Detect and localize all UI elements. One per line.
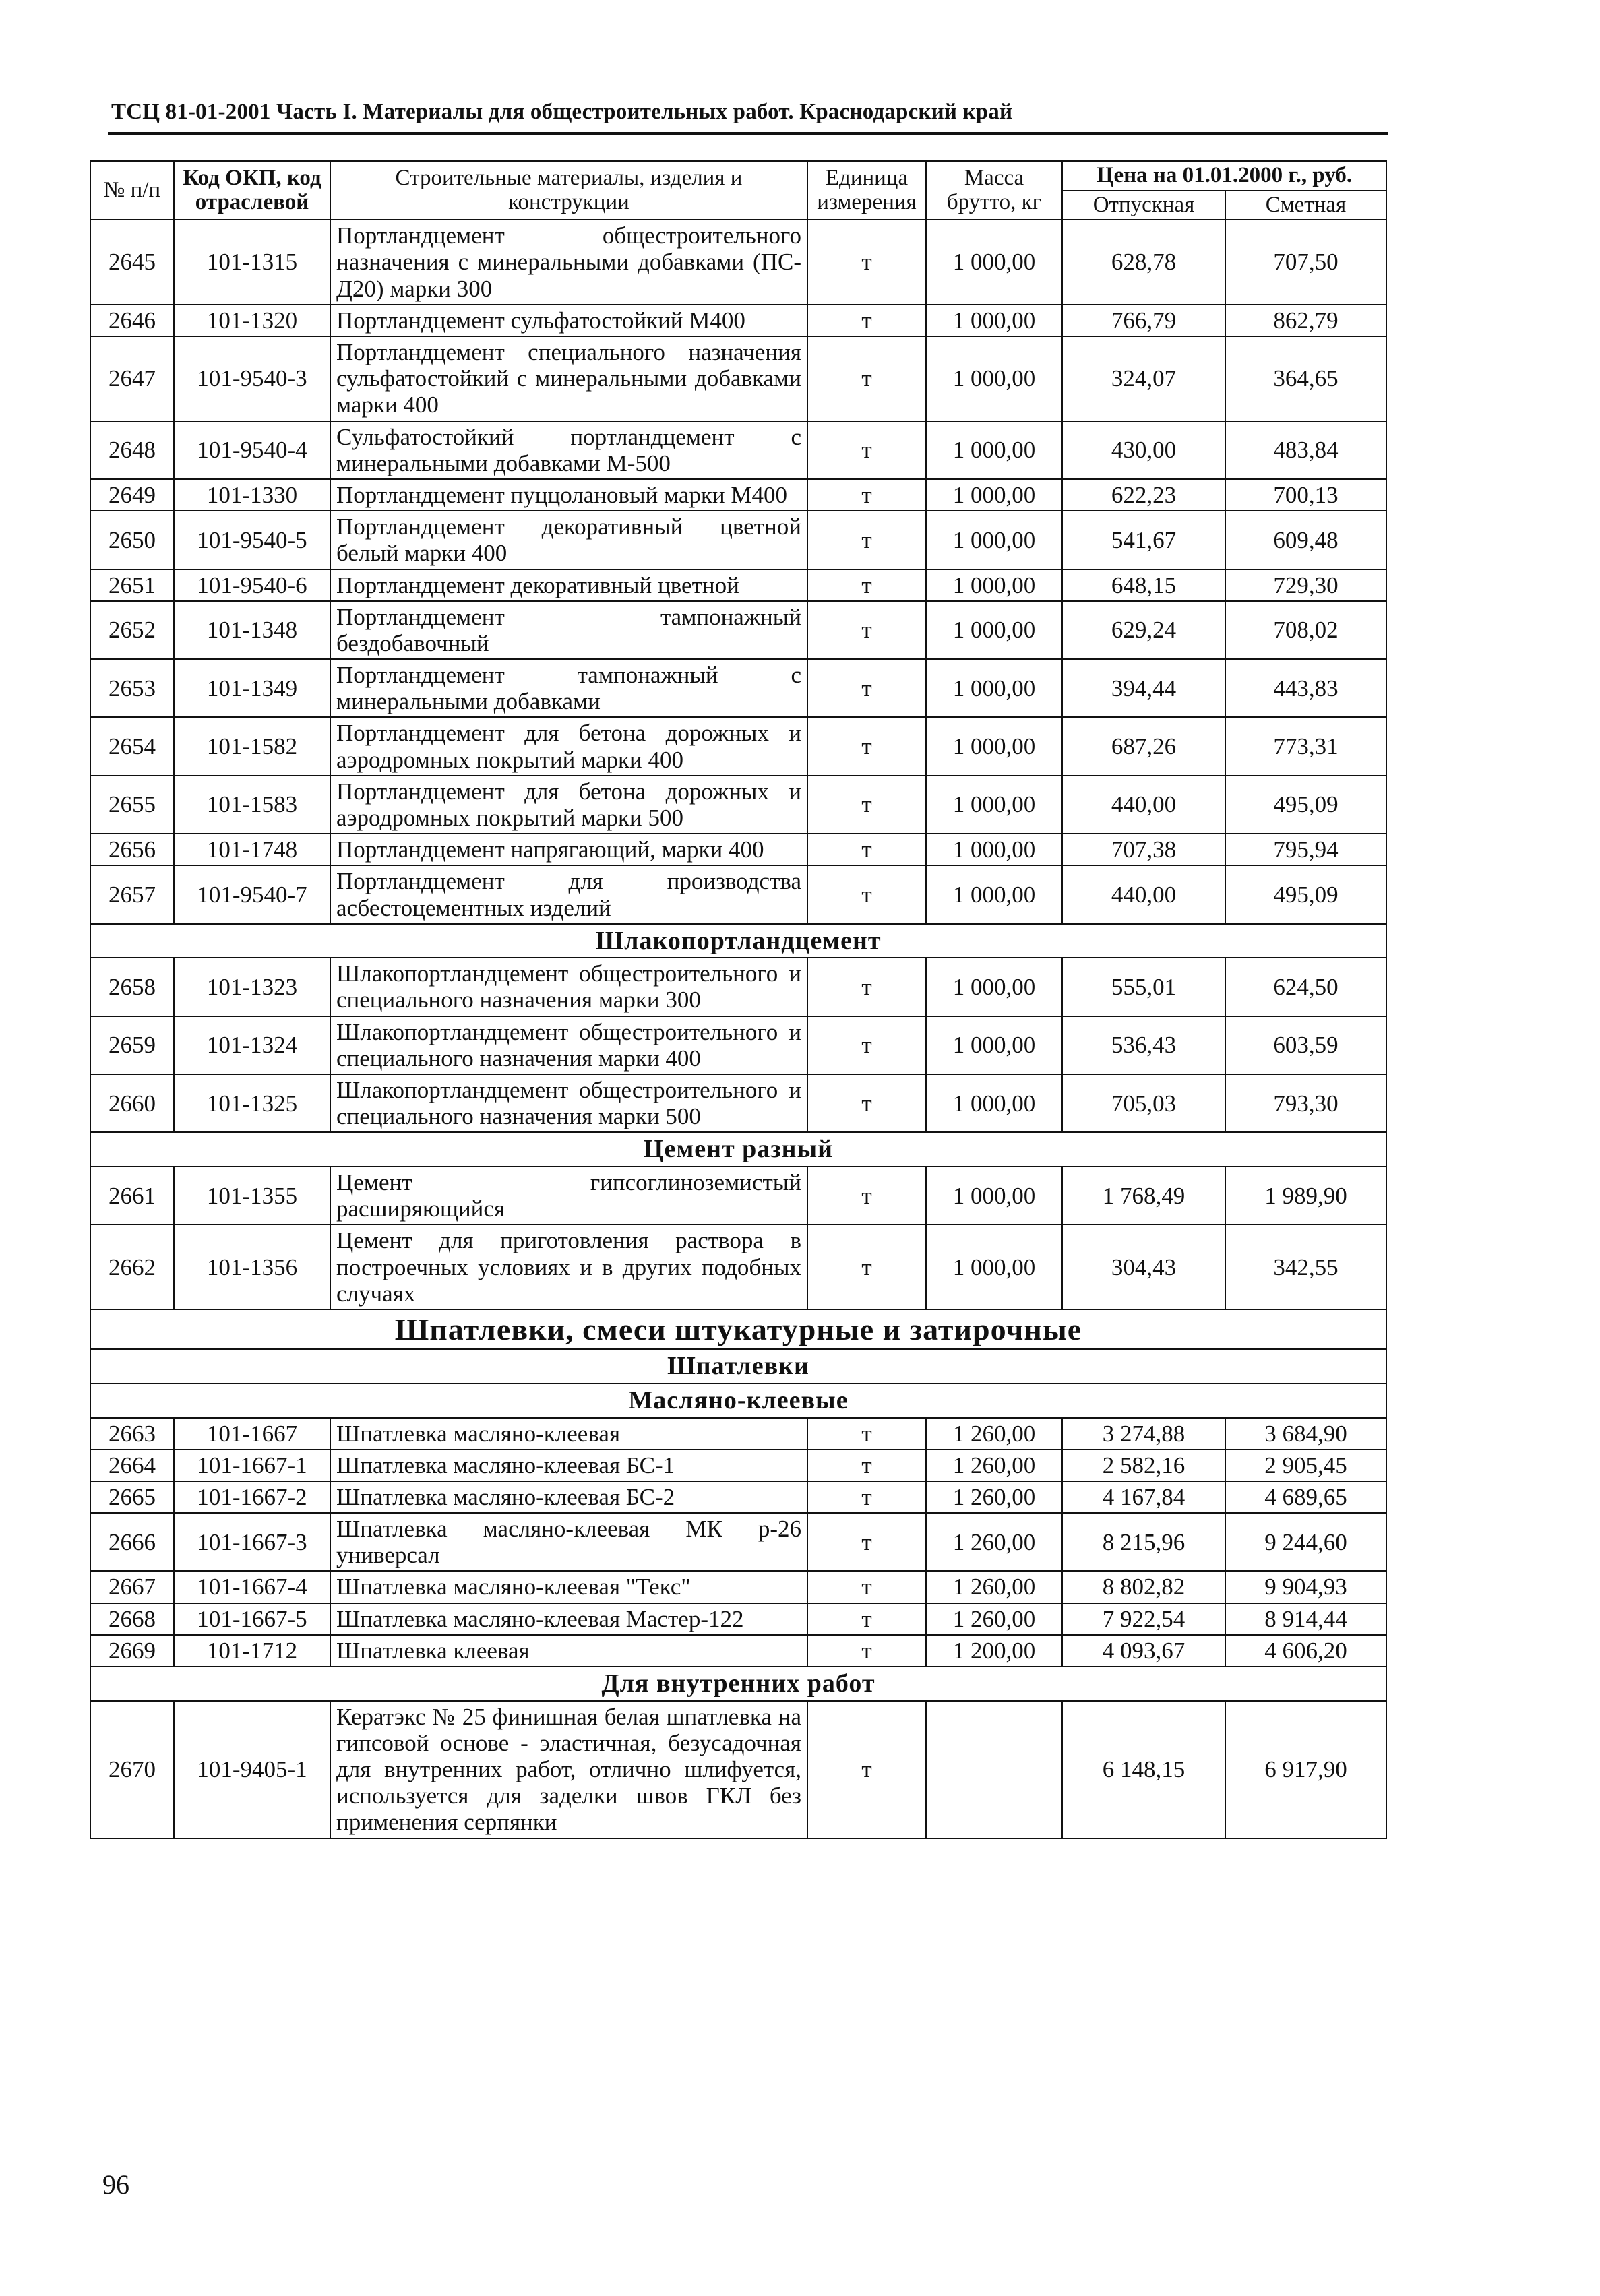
cell-name: Шлакопортландцемент общестроительного и специального назначения марки 300 [330, 958, 807, 1016]
cell-unit: т [807, 1571, 926, 1603]
cell-price-release: 1 768,49 [1062, 1167, 1225, 1224]
table-row [90, 1418, 1386, 1450]
cell-name: Портландцемент общестроительного назначения с минеральными добавками (ПС-Д20) марки 300 [330, 220, 807, 305]
cell-code: 101-1583 [174, 776, 330, 834]
cell-num: 2660 [90, 1074, 174, 1132]
cell-num: 2651 [90, 569, 174, 601]
cell-unit: т [807, 1450, 926, 1481]
cell-num: 2658 [90, 958, 174, 1016]
cell-price-estimate: 495,09 [1225, 776, 1386, 834]
cell-name: Портландцемент декоративный цветной белый марки 400 [330, 511, 807, 569]
table-body-slag [90, 958, 1386, 1132]
cell-name: Шпатлевка масляно-клеевая БС-1 [330, 1450, 807, 1481]
cell-code: 101-9405-1 [174, 1701, 330, 1838]
table-header-row [90, 161, 1386, 191]
cell-mass: 1 000,00 [926, 1016, 1062, 1074]
cell-price-release: 687,26 [1062, 717, 1225, 775]
cell-code: 101-9540-6 [174, 569, 330, 601]
cell-mass: 1 000,00 [926, 1167, 1062, 1224]
table-row [90, 1450, 1386, 1481]
table-row [90, 1074, 1386, 1132]
cell-price-estimate: 2 905,45 [1225, 1450, 1386, 1481]
cell-price-estimate: 9 904,93 [1225, 1571, 1386, 1603]
table-row [90, 220, 1386, 305]
cell-price-estimate: 4 689,65 [1225, 1481, 1386, 1513]
cell-price-estimate: 624,50 [1225, 958, 1386, 1016]
cell-num: 2665 [90, 1481, 174, 1513]
cell-mass: 1 200,00 [926, 1635, 1062, 1667]
cell-price-release: 440,00 [1062, 865, 1225, 923]
cell-num: 2661 [90, 1167, 174, 1224]
table-row [90, 569, 1386, 601]
cell-price-estimate: 795,94 [1225, 834, 1386, 865]
cell-unit: т [807, 865, 926, 923]
cell-price-estimate: 8 914,44 [1225, 1603, 1386, 1635]
table-row [90, 305, 1386, 336]
cell-mass: 1 000,00 [926, 1074, 1062, 1132]
cell-unit: т [807, 1074, 926, 1132]
cell-mass: 1 000,00 [926, 601, 1062, 659]
cell-price-release: 6 148,15 [1062, 1701, 1225, 1838]
cell-name: Портландцемент сульфатостойкий М400 [330, 305, 807, 336]
cell-code: 101-1667-3 [174, 1513, 330, 1571]
cell-code: 101-1315 [174, 220, 330, 305]
cell-code: 101-1667 [174, 1418, 330, 1450]
cell-price-release: 4 093,67 [1062, 1635, 1225, 1667]
cell-num: 2670 [90, 1701, 174, 1838]
cell-price-release: 629,24 [1062, 601, 1225, 659]
cell-num: 2650 [90, 511, 174, 569]
cell-mass: 1 000,00 [926, 865, 1062, 923]
cell-price-release: 324,07 [1062, 336, 1225, 421]
cell-name: Шпатлевка масляно-клеевая Мастер-122 [330, 1603, 807, 1635]
cell-code: 101-1323 [174, 958, 330, 1016]
table-row [90, 336, 1386, 421]
cell-code: 101-1667-4 [174, 1571, 330, 1603]
cell-code: 101-9540-7 [174, 865, 330, 923]
cell-name: Портландцемент напрягающий, марки 400 [330, 834, 807, 865]
col-header-price-group: Цена на 01.01.2000 г., руб. [1062, 161, 1386, 191]
table-row [90, 1701, 1386, 1838]
cell-code: 101-1748 [174, 834, 330, 865]
cell-num: 2649 [90, 479, 174, 511]
cell-name: Портландцемент специального назначения сульфатостойкий с минеральными добавками марки 400 [330, 336, 807, 421]
cell-name: Шпатлевка масляно-клеевая [330, 1418, 807, 1450]
cell-price-estimate: 6 917,90 [1225, 1701, 1386, 1838]
cell-mass: 1 000,00 [926, 511, 1062, 569]
cell-price-release: 8 215,96 [1062, 1513, 1225, 1571]
cell-mass: 1 000,00 [926, 659, 1062, 717]
col-header-price-release: Отпускная [1062, 191, 1225, 220]
cell-num: 2657 [90, 865, 174, 923]
cell-num: 2666 [90, 1513, 174, 1571]
cell-name: Кератэкс № 25 финишная белая шпатлевка на гипсовой основе - эластичная, безусадочная для внутренних работ, отлично шлифуется, используется для заделки швов ГКЛ без применения серпянки [330, 1701, 807, 1838]
table-row [90, 958, 1386, 1016]
cell-unit: т [807, 1603, 926, 1635]
cell-price-release: 766,79 [1062, 305, 1225, 336]
cell-num: 2654 [90, 717, 174, 775]
cell-mass [926, 1701, 1062, 1838]
table-row [90, 1571, 1386, 1603]
cell-num: 2659 [90, 1016, 174, 1074]
cell-price-release: 304,43 [1062, 1224, 1225, 1309]
cell-unit: т [807, 1635, 926, 1667]
cell-unit: т [807, 421, 926, 479]
cell-price-release: 705,03 [1062, 1074, 1225, 1132]
section-heading-oil-glue: Масляно-клеевые [90, 1384, 1386, 1418]
cell-price-release: 2 582,16 [1062, 1450, 1225, 1481]
cell-name: Сульфатостойкий портландцемент с минеральными добавками М-500 [330, 421, 807, 479]
page-header: ТСЦ 81-01-2001 Часть I. Материалы для общестроительных работ. Краснодарский край [111, 100, 1013, 124]
cell-unit: т [807, 1701, 926, 1838]
cell-name: Портландцемент пуццолановый марки М400 [330, 479, 807, 511]
section-putty [90, 1309, 1386, 1418]
cell-num: 2645 [90, 220, 174, 305]
cell-code: 101-1667-5 [174, 1603, 330, 1635]
col-header-mass: Масса брутто, кг [926, 161, 1062, 220]
section-slag [90, 924, 1386, 958]
cell-num: 2648 [90, 421, 174, 479]
cell-name: Портландцемент тампонажный бездобавочный [330, 601, 807, 659]
cell-code: 101-1330 [174, 479, 330, 511]
cell-code: 101-9540-4 [174, 421, 330, 479]
cell-price-estimate: 9 244,60 [1225, 1513, 1386, 1571]
table-body-portland [90, 220, 1386, 924]
cell-mass: 1 000,00 [926, 220, 1062, 305]
section-misc [90, 1132, 1386, 1167]
cell-code: 101-9540-5 [174, 511, 330, 569]
cell-unit: т [807, 569, 926, 601]
cell-unit: т [807, 479, 926, 511]
cell-price-release: 4 167,84 [1062, 1481, 1225, 1513]
table-row [90, 421, 1386, 479]
cell-price-release: 707,38 [1062, 834, 1225, 865]
cell-unit: т [807, 1513, 926, 1571]
cell-unit: т [807, 336, 926, 421]
cell-code: 101-1355 [174, 1167, 330, 1224]
cell-mass: 1 260,00 [926, 1450, 1062, 1481]
cell-code: 101-1349 [174, 659, 330, 717]
cell-price-estimate: 603,59 [1225, 1016, 1386, 1074]
cell-mass: 1 000,00 [926, 569, 1062, 601]
cell-num: 2647 [90, 336, 174, 421]
cell-name: Шлакопортландцемент общестроительного и специального назначения марки 400 [330, 1016, 807, 1074]
cell-price-estimate: 609,48 [1225, 511, 1386, 569]
table-row [90, 1635, 1386, 1667]
table-row [90, 659, 1386, 717]
table-row [90, 1513, 1386, 1571]
cell-price-estimate: 793,30 [1225, 1074, 1386, 1132]
cell-mass: 1 000,00 [926, 421, 1062, 479]
cell-name: Шпатлевка клеевая [330, 1635, 807, 1667]
cell-num: 2652 [90, 601, 174, 659]
section-heading-putty-main: Шпатлевки, смеси штукатурные и затирочные [90, 1309, 1386, 1350]
cell-unit: т [807, 1481, 926, 1513]
cell-price-release: 628,78 [1062, 220, 1225, 305]
table-row [90, 834, 1386, 865]
col-header-name: Строительные материалы, изделия и конструкции [330, 161, 807, 220]
page-number: 96 [102, 2169, 129, 2200]
cell-code: 101-1325 [174, 1074, 330, 1132]
cell-price-estimate: 700,13 [1225, 479, 1386, 511]
cell-price-estimate: 1 989,90 [1225, 1167, 1386, 1224]
cell-code: 101-1348 [174, 601, 330, 659]
cell-unit: т [807, 834, 926, 865]
cell-code: 101-1356 [174, 1224, 330, 1309]
cell-unit: т [807, 958, 926, 1016]
cell-price-estimate: 364,65 [1225, 336, 1386, 421]
table-body-interior [90, 1701, 1386, 1838]
cell-unit: т [807, 776, 926, 834]
cell-num: 2667 [90, 1571, 174, 1603]
table-body-oil-glue [90, 1418, 1386, 1667]
table-row [90, 717, 1386, 775]
cell-unit: т [807, 601, 926, 659]
cell-num: 2646 [90, 305, 174, 336]
cell-price-estimate: 443,83 [1225, 659, 1386, 717]
cell-num: 2653 [90, 659, 174, 717]
table-row [90, 1224, 1386, 1309]
cell-unit: т [807, 1224, 926, 1309]
cell-price-release: 440,00 [1062, 776, 1225, 834]
cell-code: 101-1324 [174, 1016, 330, 1074]
cell-price-estimate: 729,30 [1225, 569, 1386, 601]
section-heading-misc-cement: Цемент разный [90, 1132, 1386, 1167]
cell-unit: т [807, 1167, 926, 1224]
cell-price-estimate: 707,50 [1225, 220, 1386, 305]
cell-num: 2662 [90, 1224, 174, 1309]
cell-mass: 1 000,00 [926, 834, 1062, 865]
cell-name: Портландцемент тампонажный с минеральными добавками [330, 659, 807, 717]
cell-mass: 1 260,00 [926, 1603, 1062, 1635]
table-row [90, 1603, 1386, 1635]
section-heading-slag: Шлакопортландцемент [90, 924, 1386, 958]
cell-unit: т [807, 659, 926, 717]
cell-mass: 1 000,00 [926, 776, 1062, 834]
price-table [90, 160, 1387, 1839]
cell-price-estimate: 495,09 [1225, 865, 1386, 923]
cell-price-release: 3 274,88 [1062, 1418, 1225, 1450]
cell-price-estimate: 862,79 [1225, 305, 1386, 336]
cell-code: 101-9540-3 [174, 336, 330, 421]
cell-mass: 1 260,00 [926, 1571, 1062, 1603]
cell-name: Шпатлевка масляно-клеевая "Текс" [330, 1571, 807, 1603]
cell-mass: 1 000,00 [926, 305, 1062, 336]
cell-mass: 1 000,00 [926, 1224, 1062, 1309]
cell-num: 2669 [90, 1635, 174, 1667]
cell-name: Шлакопортландцемент общестроительного и специального назначения марки 500 [330, 1074, 807, 1132]
section-heading-interior: Для внутренних работ [90, 1667, 1386, 1701]
cell-price-estimate: 773,31 [1225, 717, 1386, 775]
table-row [90, 479, 1386, 511]
cell-price-estimate: 708,02 [1225, 601, 1386, 659]
cell-mass: 1 000,00 [926, 479, 1062, 511]
col-header-unit: Единица измерения [807, 161, 926, 220]
cell-mass: 1 260,00 [926, 1481, 1062, 1513]
header-rule [108, 132, 1388, 135]
cell-name: Шпатлевка масляно-клеевая МК р-26 универсал [330, 1513, 807, 1571]
table-row [90, 776, 1386, 834]
cell-unit: т [807, 305, 926, 336]
cell-unit: т [807, 1418, 926, 1450]
cell-unit: т [807, 220, 926, 305]
cell-name: Портландцемент декоративный цветной [330, 569, 807, 601]
cell-price-release: 430,00 [1062, 421, 1225, 479]
cell-code: 101-1582 [174, 717, 330, 775]
cell-mass: 1 000,00 [926, 717, 1062, 775]
cell-num: 2655 [90, 776, 174, 834]
cell-mass: 1 000,00 [926, 336, 1062, 421]
cell-price-release: 648,15 [1062, 569, 1225, 601]
table-row [90, 1167, 1386, 1224]
cell-num: 2664 [90, 1450, 174, 1481]
cell-price-release: 8 802,82 [1062, 1571, 1225, 1603]
cell-price-estimate: 342,55 [1225, 1224, 1386, 1309]
col-header-num: № п/п [90, 161, 174, 220]
cell-price-estimate: 483,84 [1225, 421, 1386, 479]
table-row [90, 511, 1386, 569]
cell-price-release: 394,44 [1062, 659, 1225, 717]
cell-price-release: 555,01 [1062, 958, 1225, 1016]
cell-price-estimate: 3 684,90 [1225, 1418, 1386, 1450]
cell-code: 101-1712 [174, 1635, 330, 1667]
cell-unit: т [807, 717, 926, 775]
table-row [90, 601, 1386, 659]
cell-price-release: 541,67 [1062, 511, 1225, 569]
section-interior [90, 1667, 1386, 1701]
cell-mass: 1 000,00 [926, 958, 1062, 1016]
cell-code: 101-1320 [174, 305, 330, 336]
cell-price-release: 7 922,54 [1062, 1603, 1225, 1635]
cell-name: Портландцемент для бетона дорожных и аэродромных покрытий марки 400 [330, 717, 807, 775]
cell-price-estimate: 4 606,20 [1225, 1635, 1386, 1667]
table-row [90, 1016, 1386, 1074]
cell-code: 101-1667-1 [174, 1450, 330, 1481]
cell-mass: 1 260,00 [926, 1513, 1062, 1571]
cell-name: Цемент гипсоглиноземистый расширяющийся [330, 1167, 807, 1224]
col-header-price-estimate: Сметная [1225, 191, 1386, 220]
cell-mass: 1 260,00 [926, 1418, 1062, 1450]
cell-name: Цемент для приготовления раствора в построечных условиях и в других подобных случаях [330, 1224, 807, 1309]
cell-num: 2668 [90, 1603, 174, 1635]
cell-name: Портландцемент для производства асбестоцементных изделий [330, 865, 807, 923]
cell-num: 2663 [90, 1418, 174, 1450]
cell-price-release: 622,23 [1062, 479, 1225, 511]
cell-unit: т [807, 511, 926, 569]
table-row [90, 1481, 1386, 1513]
cell-unit: т [807, 1016, 926, 1074]
table-body-misc [90, 1167, 1386, 1309]
cell-name: Портландцемент для бетона дорожных и аэродромных покрытий марки 500 [330, 776, 807, 834]
col-header-code: Код ОКП, код отраслевой [174, 161, 330, 220]
table-row [90, 865, 1386, 923]
section-heading-putty: Шпатлевки [90, 1349, 1386, 1384]
cell-code: 101-1667-2 [174, 1481, 330, 1513]
cell-price-release: 536,43 [1062, 1016, 1225, 1074]
cell-num: 2656 [90, 834, 174, 865]
cell-name: Шпатлевка масляно-клеевая БС-2 [330, 1481, 807, 1513]
